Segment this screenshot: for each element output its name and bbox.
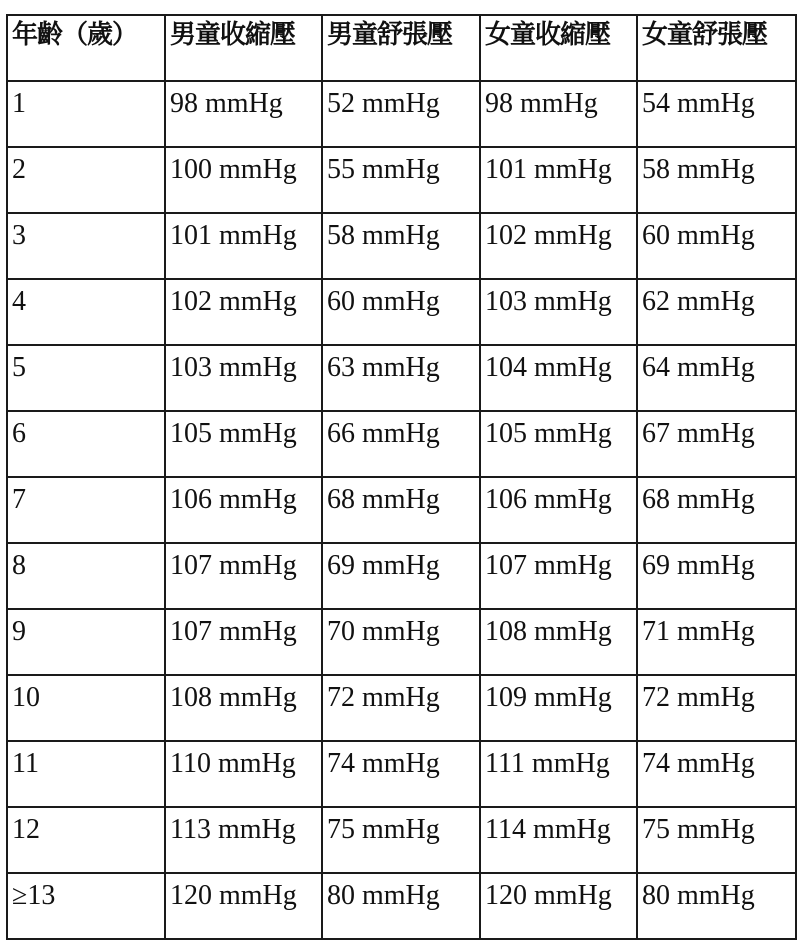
- girls-diastolic-cell: 64 mmHg: [637, 345, 796, 411]
- table-row: [7, 279, 796, 345]
- age-cell: 3: [7, 213, 165, 279]
- girls-systolic-cell: 104 mmHg: [480, 345, 637, 411]
- boys-systolic-cell: 107 mmHg: [165, 609, 322, 675]
- boys-diastolic-cell: 70 mmHg: [322, 609, 480, 675]
- girls-diastolic-cell: 58 mmHg: [637, 147, 796, 213]
- boys-systolic-cell: 105 mmHg: [165, 411, 322, 477]
- boys-systolic-cell: 101 mmHg: [165, 213, 322, 279]
- girls-diastolic-cell: 72 mmHg: [637, 675, 796, 741]
- age-cell: ≥13: [7, 873, 165, 939]
- age-cell: 4: [7, 279, 165, 345]
- girls-systolic-cell: 114 mmHg: [480, 807, 637, 873]
- girls-systolic-cell: 108 mmHg: [480, 609, 637, 675]
- table-row: [7, 609, 796, 675]
- boys-diastolic-cell: 74 mmHg: [322, 741, 480, 807]
- header-boys-diastolic: 男童舒張壓: [322, 15, 480, 81]
- age-cell: 9: [7, 609, 165, 675]
- boys-diastolic-cell: 69 mmHg: [322, 543, 480, 609]
- boys-diastolic-cell: 60 mmHg: [322, 279, 480, 345]
- table-row: [7, 147, 796, 213]
- boys-systolic-cell: 107 mmHg: [165, 543, 322, 609]
- girls-systolic-cell: 120 mmHg: [480, 873, 637, 939]
- table-row: [7, 807, 796, 873]
- girls-diastolic-cell: 68 mmHg: [637, 477, 796, 543]
- boys-systolic-cell: 102 mmHg: [165, 279, 322, 345]
- age-cell: 11: [7, 741, 165, 807]
- table-row: [7, 477, 796, 543]
- age-cell: 5: [7, 345, 165, 411]
- boys-systolic-cell: 98 mmHg: [165, 81, 322, 147]
- table-header: [7, 15, 796, 81]
- girls-diastolic-cell: 67 mmHg: [637, 411, 796, 477]
- age-cell: 10: [7, 675, 165, 741]
- girls-systolic-cell: 101 mmHg: [480, 147, 637, 213]
- girls-diastolic-cell: 75 mmHg: [637, 807, 796, 873]
- header-girls-diastolic: 女童舒張壓: [637, 15, 796, 81]
- table-row: [7, 675, 796, 741]
- boys-systolic-cell: 103 mmHg: [165, 345, 322, 411]
- age-cell: 2: [7, 147, 165, 213]
- girls-diastolic-cell: 74 mmHg: [637, 741, 796, 807]
- age-cell: 1: [7, 81, 165, 147]
- boys-diastolic-cell: 80 mmHg: [322, 873, 480, 939]
- table-row: [7, 81, 796, 147]
- boys-systolic-cell: 110 mmHg: [165, 741, 322, 807]
- girls-systolic-cell: 106 mmHg: [480, 477, 637, 543]
- table-row: [7, 345, 796, 411]
- boys-diastolic-cell: 58 mmHg: [322, 213, 480, 279]
- table-row: [7, 543, 796, 609]
- girls-diastolic-cell: 54 mmHg: [637, 81, 796, 147]
- header-boys-systolic: 男童收縮壓: [165, 15, 322, 81]
- girls-systolic-cell: 109 mmHg: [480, 675, 637, 741]
- girls-systolic-cell: 98 mmHg: [480, 81, 637, 147]
- boys-systolic-cell: 108 mmHg: [165, 675, 322, 741]
- girls-systolic-cell: 111 mmHg: [480, 741, 637, 807]
- girls-diastolic-cell: 71 mmHg: [637, 609, 796, 675]
- girls-diastolic-cell: 60 mmHg: [637, 213, 796, 279]
- boys-systolic-cell: 113 mmHg: [165, 807, 322, 873]
- header-row: [7, 15, 796, 81]
- boys-systolic-cell: 120 mmHg: [165, 873, 322, 939]
- girls-diastolic-cell: 80 mmHg: [637, 873, 796, 939]
- table-row: [7, 213, 796, 279]
- girls-systolic-cell: 107 mmHg: [480, 543, 637, 609]
- age-cell: 6: [7, 411, 165, 477]
- girls-systolic-cell: 102 mmHg: [480, 213, 637, 279]
- girls-diastolic-cell: 62 mmHg: [637, 279, 796, 345]
- boys-systolic-cell: 100 mmHg: [165, 147, 322, 213]
- table-body: [7, 81, 796, 939]
- boys-diastolic-cell: 66 mmHg: [322, 411, 480, 477]
- table-row: [7, 741, 796, 807]
- age-cell: 8: [7, 543, 165, 609]
- boys-diastolic-cell: 75 mmHg: [322, 807, 480, 873]
- age-cell: 7: [7, 477, 165, 543]
- boys-systolic-cell: 106 mmHg: [165, 477, 322, 543]
- girls-systolic-cell: 103 mmHg: [480, 279, 637, 345]
- blood-pressure-table: [6, 14, 797, 940]
- boys-diastolic-cell: 55 mmHg: [322, 147, 480, 213]
- boys-diastolic-cell: 52 mmHg: [322, 81, 480, 147]
- table-row: [7, 411, 796, 477]
- boys-diastolic-cell: 68 mmHg: [322, 477, 480, 543]
- table-row: [7, 873, 796, 939]
- girls-diastolic-cell: 69 mmHg: [637, 543, 796, 609]
- boys-diastolic-cell: 72 mmHg: [322, 675, 480, 741]
- header-age: 年齡（歲）: [7, 15, 165, 81]
- age-cell: 12: [7, 807, 165, 873]
- header-girls-systolic: 女童收縮壓: [480, 15, 637, 81]
- boys-diastolic-cell: 63 mmHg: [322, 345, 480, 411]
- girls-systolic-cell: 105 mmHg: [480, 411, 637, 477]
